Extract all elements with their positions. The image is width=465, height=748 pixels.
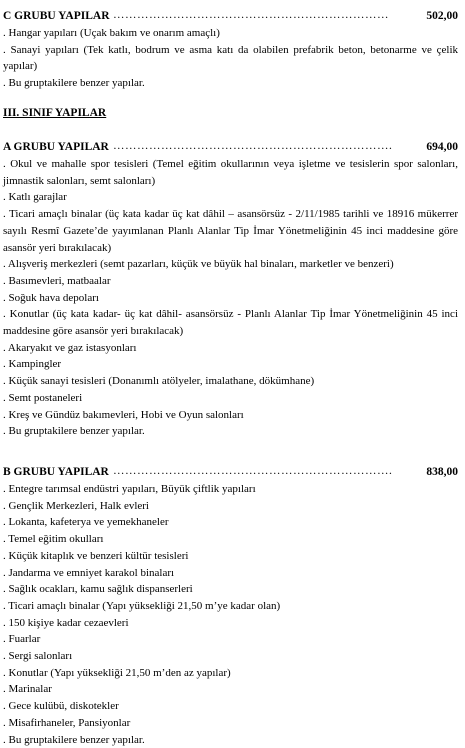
list-item: . Jandarma ve emniyet karakol binaları [3,566,175,579]
list-item: . 150 kişiye kadar cezaevleri [3,616,129,629]
leader-dots: ……………………………………………………………. [113,140,393,152]
group-title: A GRUBU YAPILAR [3,141,109,153]
leader-dots: …………………………………………………………… [113,9,389,21]
section-heading: III. SINIF YAPILAR [3,107,107,119]
list-item: . Ticari amaçlı binalar (üç kata kadar üç kat dâhil – asansörsüz - 2/11/1985 tarihli ve 18916 mükerrer sayılı Resmî Gazete’de yayımlanan Planlı Alanlar Tip İmar Yönetmeliğinin 45 inci maddesine göre asansör yeri bırakılacak) [3,208,458,254]
list-item: . Bu gruptakilere benzer yapılar. [3,77,145,90]
group-c [3,8,458,92]
group-b-header [3,464,458,481]
list-item: . Ticari amaçlı binalar (Yapı yüksekliği 21,50 m’ye kadar olan) [3,599,281,612]
list-item: . Lokanta, kafeterya ve yemekhaneler [3,516,169,529]
list-item: . Hangar yapıları (Uçak bakım ve onarım amaçlı) [3,27,220,39]
list-item: . Temel eğitim okulları [3,533,104,546]
group-price: 694,00 [426,141,458,153]
list-item: . Entegre tarımsal endüstri yapıları, Büyük çiftlik yapıları [3,483,256,495]
group-b [3,464,458,748]
list-item: . Konutlar (Yapı yüksekliği 21,50 m’den az yapılar) [3,666,231,679]
list-item: . Katlı garajlar [3,191,67,204]
list-item: . Marinalar [3,683,52,696]
list-item: . Küçük sanayi tesisleri (Donanımlı atölyeler, imalathane, dökümhane) [3,375,315,388]
list-item: . Konutlar (üç kata kadar- üç kat dâhil- asansörsüz - Planlı Alanlar Tip İmar Yönetmeliğinin 45 inci maddesine göre asansör yeri bırakılacak) [3,308,458,338]
group-a [3,139,458,440]
group-a-header [3,139,458,156]
list-item: . Alışveriş merkezleri (semt pazarları, küçük ve büyük hal binaları, marketler ve benzeri) [3,258,394,271]
list-item: . Kampingler [3,358,62,371]
list-item: . Akaryakıt ve gaz istasyonları [3,341,137,354]
list-item: . Misafirhaneler, Pansiyonlar [3,716,131,729]
group-title: B GRUBU YAPILAR [3,466,109,478]
list-item: . Sergi salonları [3,650,73,663]
group-price: 502,00 [426,10,458,22]
group-c-header [3,8,458,25]
list-item: . Gece kulübü, diskotekler [3,700,119,713]
group-price: 838,00 [426,466,458,478]
list-item: . Gençlik Merkezleri, Halk evleri [3,499,149,512]
group-title: C GRUBU YAPILAR [3,10,110,22]
list-item: . Soğuk hava depoları [3,291,99,304]
list-item: . Semt postaneleri [3,391,83,404]
list-item: . Bu gruptakilere benzer yapılar. [3,425,145,438]
list-item: . Sanayi yapıları (Tek katlı, bodrum ve asma katı da olabilen prefabrik beton, betonarme ve çelik yapılar) [3,43,458,73]
list-item: . Sağlık ocakları, kamu sağlık dispanserleri [3,583,193,596]
list-item: . Küçük kitaplık ve benzeri kültür tesisleri [3,549,189,562]
list-item: . Bu gruptakilere benzer yapılar. [3,733,145,746]
list-item: . Okul ve mahalle spor tesisleri (Temel eğitim okullarının veya işletme ve tesislerin spor salonları, jimnastik salonları, semt salonları) [3,158,458,187]
list-item: . Kreş ve Gündüz bakımevleri, Hobi ve Oyun salonları [3,408,244,421]
leader-dots: ……………………………………………………………. [113,465,393,477]
list-item: . Fuarlar [3,633,41,646]
list-item: . Basımevleri, matbaalar [3,274,111,287]
